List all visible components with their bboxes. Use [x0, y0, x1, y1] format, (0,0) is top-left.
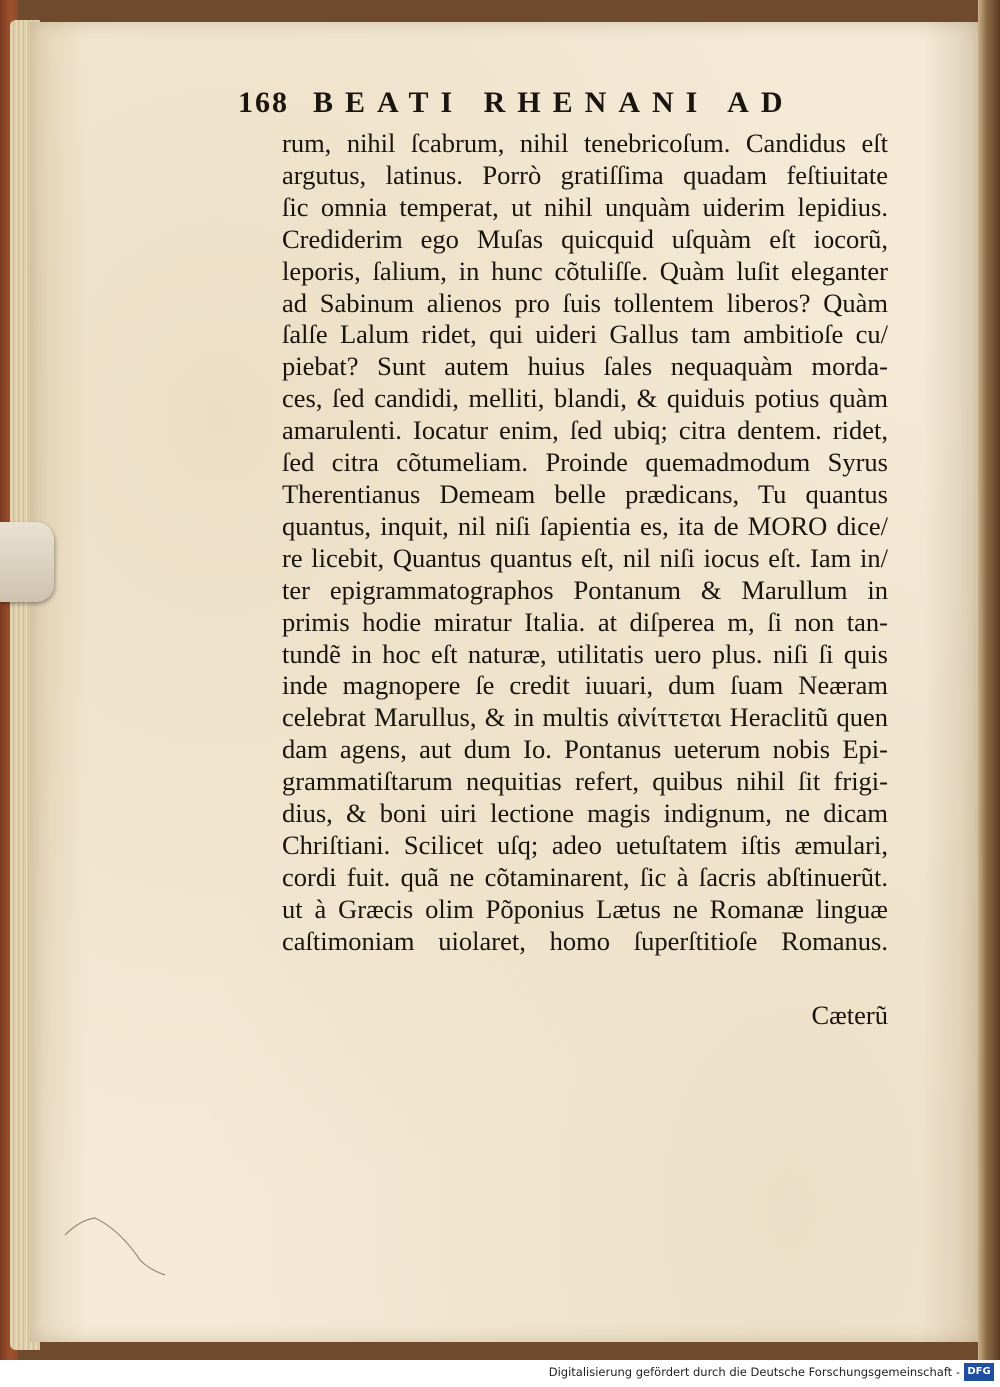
- text-line: tundẽ in hoc eſt naturæ, utilitatis uero plus. niſi ſi quis: [282, 638, 888, 669]
- text-line: leporis, ſalium, in hunc cõtuliſſe. Quàm luſit eleganter: [282, 255, 888, 286]
- text-line: ut à Græcis olim Põponius Lætus ne Romanæ linguæ: [282, 893, 888, 924]
- text-line: Chriſtiani. Scilicet uſq; adeo uetuſtatem iſtis æmulari,: [282, 829, 888, 860]
- running-head: [238, 86, 898, 120]
- footer-bar: [0, 1360, 1000, 1387]
- text-line: argutus, latinus. Porrò gratiſſima quadam feſtiuitate: [282, 159, 888, 190]
- running-head-title: BEATI RHENANI AD: [313, 86, 795, 119]
- text-line: cordi fuit. quã ne cõtaminarent, ſic à ſacris abſtinuerũt.: [282, 861, 888, 892]
- dfg-logo: DFG: [964, 1363, 994, 1381]
- text-block: [282, 128, 888, 958]
- text-line: amarulenti. Iocatur enim, ſed ubiq; citra dentem. ridet,: [282, 415, 888, 446]
- text-line: inde magnopere ſe credit iuuari, dum ſuam Neæram: [282, 670, 888, 701]
- text-line: ces, ſed candidi, melliti, blandi, & quiduis potius quàm: [282, 383, 888, 414]
- binding-gutter: [978, 0, 1000, 1360]
- text-line: grammatiſtarum nequitias refert, quibus nihil ſit frigi-: [282, 766, 888, 797]
- bookmark-tab: [0, 522, 54, 602]
- text-line: rum, nihil ſcabrum, nihil tenebricoſum. Candidus eſt: [282, 128, 888, 158]
- text-line: ter epigrammatographos Pontanum & Marullum in: [282, 574, 888, 605]
- text-line: ſalſe Lalum ridet, qui uideri Gallus tam ambitioſe cu/: [282, 319, 888, 350]
- pen-stroke-mark: [60, 1190, 170, 1280]
- text-line: re licebit, Quantus quantus eſt, nil niſi iocus eſt. Iam in/: [282, 542, 888, 573]
- text-line: ſic omnia temperat, ut nihil unquàm uiderim lepidius.: [282, 191, 888, 222]
- catchword: Cæterũ: [811, 1000, 888, 1030]
- text-line: primis hodie miratur Italia. at diſperea m, ſi non tan-: [282, 606, 888, 637]
- text-line: dam agens, aut dum Io. Pontanus ueterum nobis Epi-: [282, 734, 888, 765]
- text-line: ſed citra cõtumeliam. Proinde quemadmodum Syrus: [282, 447, 888, 478]
- text-line: quantus, inquit, nil niſi ſapientia es, ita de MORO dice/: [282, 510, 888, 541]
- text-line: piebat? Sunt autem huius ſales nequaquàm morda-: [282, 351, 888, 382]
- text-line: ad Sabinum alienos pro ſuis tollentem liberos? Quàm: [282, 287, 888, 318]
- text-line: dius, & boni uiri lectione magis indignum, ne dicam: [282, 798, 888, 829]
- text-line: Crediderim ego Muſas quicquid uſquàm eſt iocorũ,: [282, 223, 888, 254]
- text-line: Therentianus Demeam belle prædicans, Tu quantus: [282, 478, 888, 509]
- page-number: 168: [238, 86, 289, 119]
- text-line: caſtimoniam uiolaret, homo ſuperſtitioſe Romanus.: [282, 925, 888, 956]
- text-line: celebrat Marullus, & in multis αἰνίττεται Heraclitũ quen: [282, 702, 888, 733]
- funding-credit: Digitalisierung gefördert durch die Deutsche Forschungsgemeinschaft -: [548, 1365, 960, 1379]
